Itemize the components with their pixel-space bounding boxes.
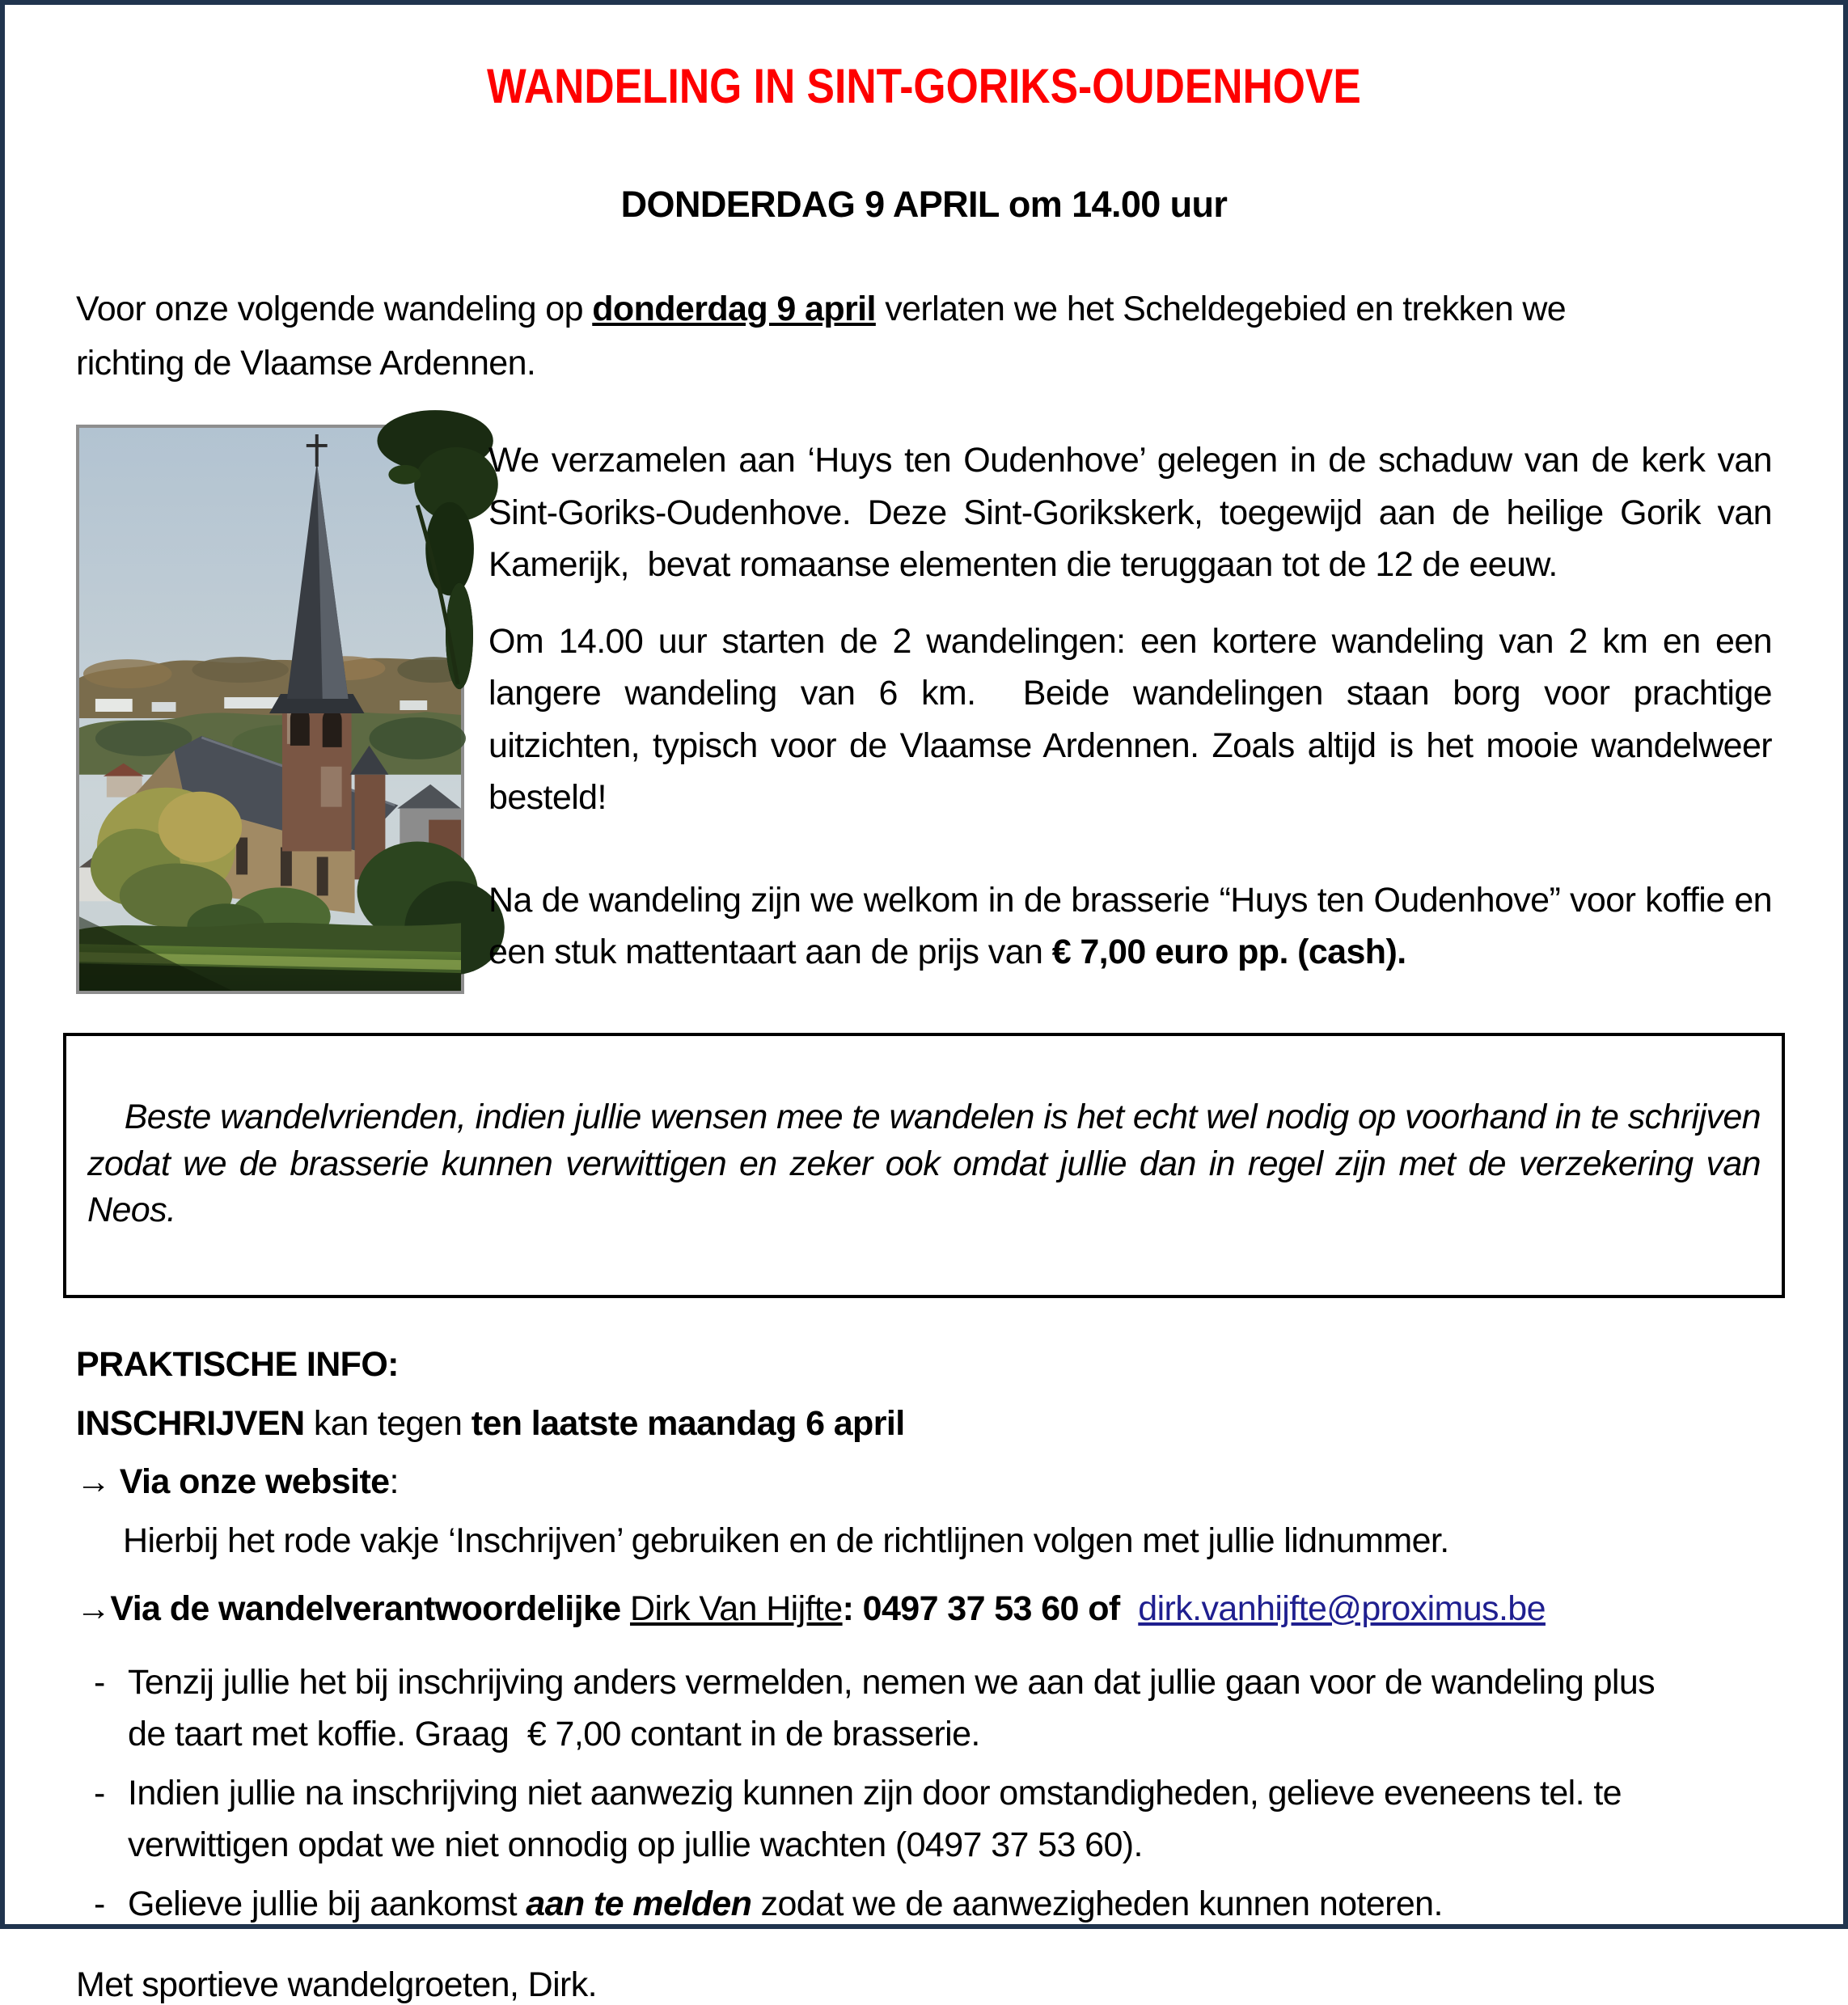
notice-box [63,1033,1785,1298]
contact-lead: Via de wandelverantwoordelijke [110,1589,630,1629]
notes-list [76,1656,1669,1931]
church-photo-illustration [79,428,461,991]
intro-text-post: verlaten we het Scheldegebied en trekken we richting de Vlaamse Ardennen. [76,290,1575,383]
registration-keyword: INSCHRIJVEN [76,1403,305,1443]
intro-date: donderdag 9 april [592,290,876,328]
page-title-text: WANDELING IN SINT-GORIKS-OUDENHOVE [487,59,1361,113]
brasserie-paragraph [488,874,1782,979]
contact-phone: : 0497 37 53 60 of [842,1589,1139,1629]
note-text: Indien jullie na inschrijving niet aanwezig kunnen zijn door omstandigheden, gelieve eveneens tel. te verwittigen opdat we niet onnodig op jullie wachten (0497 37 53 60). [128,1773,1631,1865]
registration-deadline: ten laatste maandag 6 april [471,1403,905,1443]
contact-option-line [76,1583,1772,1635]
event-datetime: DONDERDAG 9 APRIL om 14.00 uur [620,184,1228,225]
intro-text-pre: Voor onze volgende wandeling op [76,290,593,328]
contact-name: Dirk Van Hijfte [629,1589,843,1629]
meeting-paragraph: We verzamelen aan ‘Huys ten Oudenhove’ gelegen in de schaduw van de kerk van Sint-Goriks-Oudenhove. Deze Sint-Gorikskerk, toegewijd aan de heilige Gorik van Kamerijk, bevat romaanse elementen die teruggaan tot de 12 de eeuw. [488,441,1782,585]
brasserie-text: Na de wandeling zijn we welkom in de brasserie “Huys ten Oudenhove” voor koffie en een stuk mattentaart aan de prijs van [488,880,1782,972]
notice-text: Beste wandelvrienden, indien jullie wensen mee te wandelen is het echt wel nodig op voorhand in te schrijven zodat we de brasserie kunnen verwittigen en zeker ook omdat jullie dan in regel zijn met de verzekering van Neos. [87,1097,1770,1230]
dash-bullet: - [94,1773,105,1813]
note-item [76,1656,1669,1761]
about-column [488,425,1782,994]
website-instructions: Hierbij het rode vakje ‘Inschrijven’ gebruiken en de richtlijnen volgen met jullie lidnummer. [123,1521,1449,1560]
email-link[interactable]: dirk.vanhijfte@proximus.be [1138,1589,1546,1629]
practical-info-heading: PRAKTISCHE INFO: [76,1345,399,1385]
dash-bullet: - [94,1662,105,1702]
walk-paragraph: Om 14.00 uur starten de 2 wandelingen: een kortere wandeling van 2 km en een langere wandeling van 6 km. Beide wandelingen staan borg voor prachtige uitzichten, typisch voor de Vlaamse Ardennen. Zoals altijd is het mooie wandelweer besteld! [488,621,1782,818]
church-photo [76,425,464,994]
note-item [76,1767,1669,1872]
note-text: Tenzij jullie het bij inschrijving anders vermelden, nemen we aan dat jullie gaan voor de wandeling plus de taart met koffie. Graag € 7,00 contant in de brasserie. [128,1662,1664,1754]
intro-paragraph [76,282,1613,390]
page-title [76,58,1772,114]
website-option-colon: : [389,1462,399,1502]
practical-info-section [76,1339,1772,1635]
arrow-icon: → [76,1589,111,1629]
note-text-post: zodat we de aanwezigheden kunnen noteren. [751,1884,1443,1923]
registration-line [76,1398,1772,1450]
registration-mid: kan tegen [304,1403,472,1443]
arrow-icon: → [76,1462,111,1502]
price-text: € 7,00 euro pp. (cash). [1051,933,1406,972]
note-item [76,1878,1669,1931]
website-option-label: Via onze website [110,1462,390,1502]
dash-bullet: - [94,1884,105,1923]
note-text-pre: Gelieve jullie bij aankomst [128,1884,526,1923]
note-text-emphasis: aan te melden [526,1884,752,1923]
closing-line: Met sportieve wandelgroeten, Dirk. [76,1965,598,2005]
website-option-line [76,1456,1772,1508]
photo-text-columns [76,425,1782,994]
